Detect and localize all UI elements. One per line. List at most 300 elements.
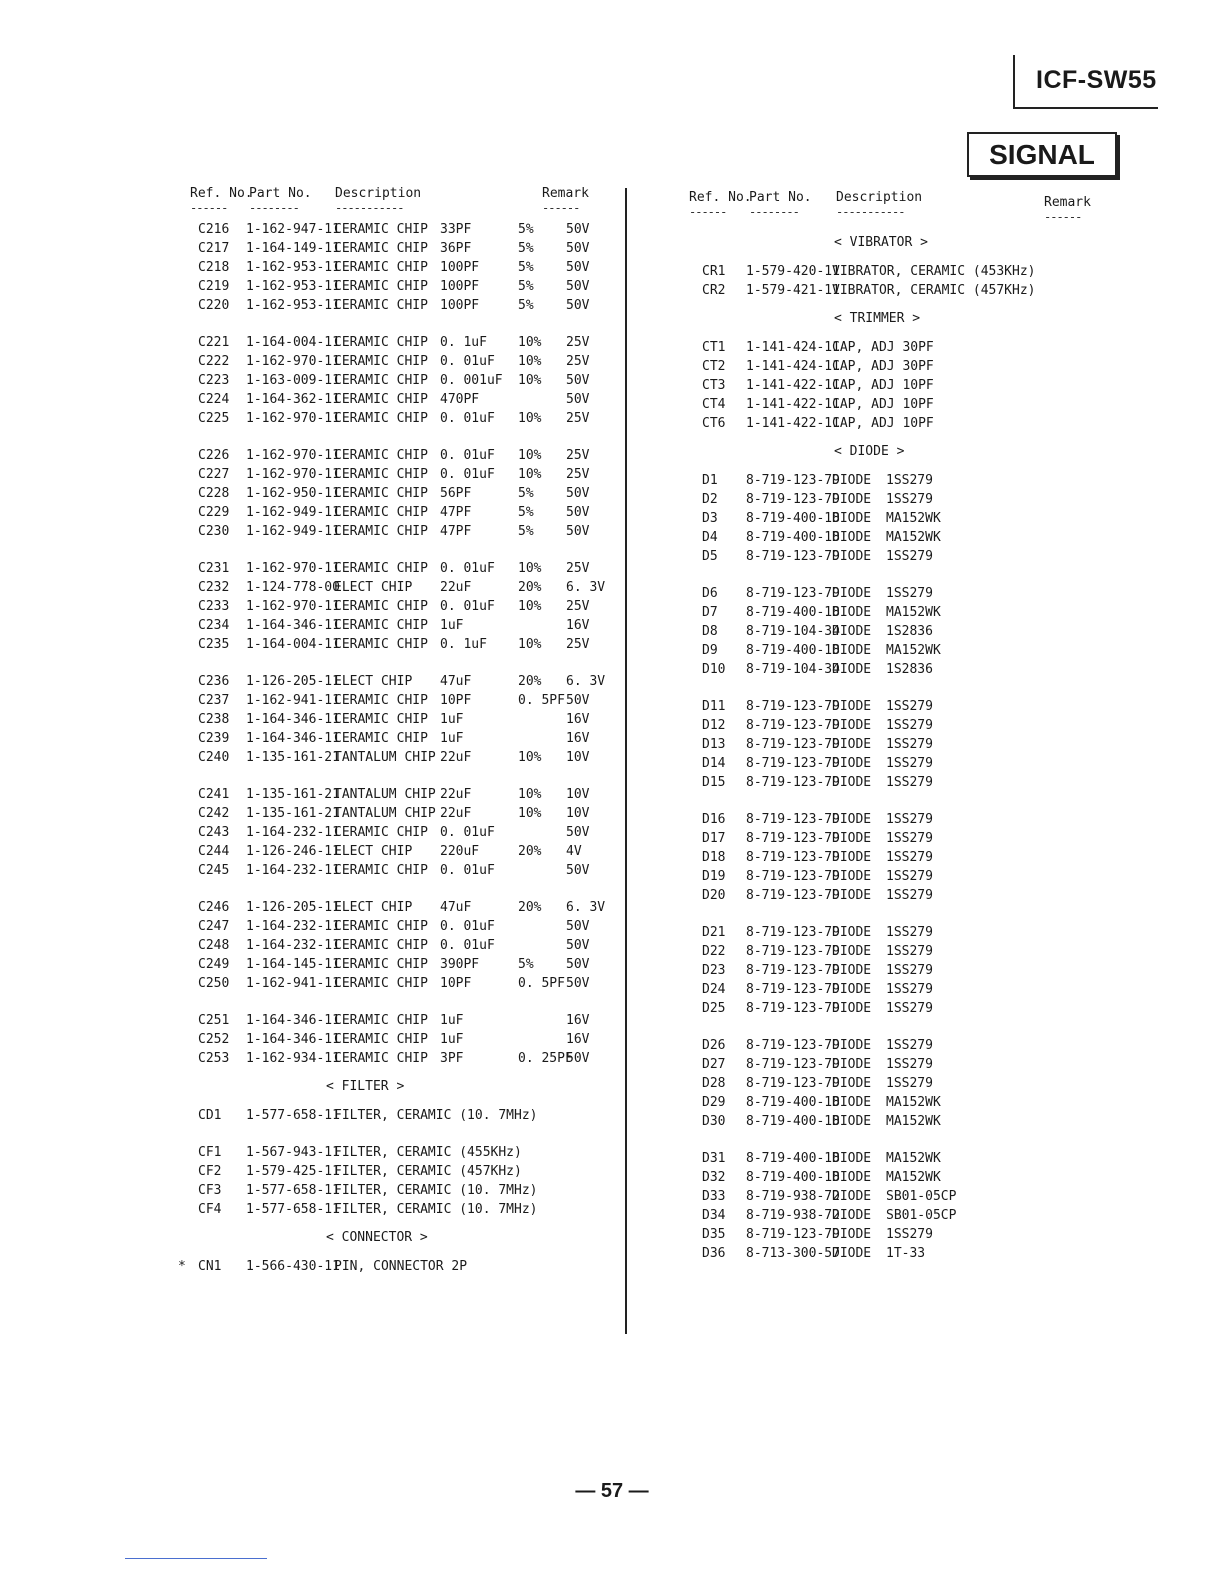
part-row (178, 220, 618, 239)
part-value: 0. 001uF (440, 373, 503, 388)
part-rating: 50V (566, 863, 590, 878)
part-value: 0. 1uF (440, 637, 487, 652)
ref-number: D28 (702, 1076, 726, 1091)
part-description: VIBRATOR, CERAMIC (457KHz) (832, 283, 1036, 298)
part-rating: 50V (566, 976, 590, 991)
part-row (178, 1030, 618, 1049)
part-row (682, 376, 1102, 395)
part-value: 0. 01uF (440, 599, 495, 614)
part-value: 0. 01uF (440, 919, 495, 934)
ref-number: C217 (198, 241, 230, 256)
part-row (178, 578, 618, 597)
part-value: MA152WK (886, 1170, 941, 1185)
part-number: 8-719-104-34 (746, 662, 840, 677)
part-value: 390PF (440, 957, 480, 972)
ref-number: D24 (702, 982, 726, 997)
ref-number: C245 (198, 863, 230, 878)
part-description: DIODE (832, 850, 872, 865)
part-description: CERAMIC CHIP (334, 976, 428, 991)
part-number: 1-162-953-11 (246, 298, 340, 313)
part-header: Part No. (749, 190, 812, 205)
part-description: CAP, ADJ 30PF (832, 359, 934, 374)
part-row (178, 446, 618, 465)
part-rating: 50V (566, 241, 590, 256)
part-tolerance: 10% (518, 448, 542, 463)
part-number: 8-719-123-79 (746, 831, 840, 846)
column-divider (625, 188, 627, 1334)
part-tolerance: 5% (518, 486, 534, 501)
part-description: DIODE (832, 662, 872, 677)
ref-number: C243 (198, 825, 230, 840)
part-row (682, 716, 1102, 735)
group-spacer (178, 541, 618, 559)
ref-number: D14 (702, 756, 726, 771)
part-rating: 50V (566, 373, 590, 388)
ref-number: C236 (198, 674, 230, 689)
part-value: 1T-33 (886, 1246, 926, 1261)
part-number: 8-719-938-72 (746, 1208, 840, 1223)
part-number: 1-577-658-11 (246, 1108, 340, 1123)
part-tolerance: 20% (518, 844, 542, 859)
part-number: 1-163-009-11 (246, 373, 340, 388)
part-description: TANTALUM CHIP (334, 750, 436, 765)
part-row (178, 597, 618, 616)
part-tolerance: 10% (518, 411, 542, 426)
part-number: 8-719-400-18 (746, 1095, 840, 1110)
ref-header: Ref. No. (190, 186, 253, 201)
part-row (178, 409, 618, 428)
part-row (682, 810, 1102, 829)
part-tolerance: 5% (518, 298, 534, 313)
part-description: DIODE (832, 1170, 872, 1185)
part-value: 0. 01uF (440, 863, 495, 878)
part-rating: 10V (566, 750, 590, 765)
part-number: 1-162-941-11 (246, 976, 340, 991)
part-rating: 50V (566, 957, 590, 972)
ref-number: D5 (702, 549, 718, 564)
table-header (178, 186, 618, 220)
part-row (682, 1036, 1102, 1055)
part-description: CERAMIC CHIP (334, 298, 428, 313)
part-description: CERAMIC CHIP (334, 919, 428, 934)
part-description: DIODE (832, 1038, 872, 1053)
part-description: DIODE (832, 1246, 872, 1261)
part-description: DIODE (832, 1001, 872, 1016)
part-number: 1-579-421-11 (746, 283, 840, 298)
part-value: 36PF (440, 241, 472, 256)
part-value: 1uF (440, 731, 464, 746)
ref-number: CF1 (198, 1145, 222, 1160)
ref-number: C249 (198, 957, 230, 972)
part-row (682, 641, 1102, 660)
part-row (682, 773, 1102, 792)
ref-number: C252 (198, 1032, 230, 1047)
part-rating: 25V (566, 561, 590, 576)
ref-number: C241 (198, 787, 230, 802)
ref-number: C226 (198, 448, 230, 463)
section-heading-label: < VIBRATOR > (834, 235, 928, 250)
description-header: Description (335, 186, 422, 201)
part-number: 8-719-123-79 (746, 473, 840, 488)
part-tolerance: 5% (518, 260, 534, 275)
part-description: CERAMIC CHIP (334, 373, 428, 388)
part-number: 8-719-123-79 (746, 869, 840, 884)
part-value: SB01-05CP (886, 1189, 957, 1204)
part-number: 1-164-145-11 (246, 957, 340, 972)
part-row (178, 672, 618, 691)
part-description: CERAMIC CHIP (334, 411, 428, 426)
ref-number: D6 (702, 586, 718, 601)
ref-number: D11 (702, 699, 726, 714)
part-row (682, 622, 1102, 641)
ref-number: D33 (702, 1189, 726, 1204)
part-description: FILTER, CERAMIC (10. 7MHz) (334, 1202, 538, 1217)
part-row (682, 942, 1102, 961)
part-tolerance: 10% (518, 354, 542, 369)
part-number: 1-164-004-11 (246, 637, 340, 652)
part-row (682, 1225, 1102, 1244)
part-row (682, 547, 1102, 566)
part-row (682, 886, 1102, 905)
part-row (682, 1074, 1102, 1093)
part-rating: 25V (566, 354, 590, 369)
part-description: CERAMIC CHIP (334, 392, 428, 407)
part-value: 1SS279 (886, 888, 933, 903)
part-row (178, 258, 618, 277)
part-description: DIODE (832, 869, 872, 884)
part-row (178, 917, 618, 936)
description-header-rule: ----------- (836, 205, 905, 219)
part-number: 1-164-362-11 (246, 392, 340, 407)
part-row (682, 999, 1102, 1018)
ref-number: C230 (198, 524, 230, 539)
part-description: CERAMIC CHIP (334, 467, 428, 482)
part-tolerance: 5% (518, 279, 534, 294)
group-spacer (178, 1125, 618, 1143)
part-rating: 25V (566, 467, 590, 482)
part-number: 1-579-425-11 (246, 1164, 340, 1179)
group-spacer (682, 679, 1102, 697)
part-rating: 50V (566, 260, 590, 275)
part-number: 8-719-400-18 (746, 643, 840, 658)
group-spacer (178, 654, 618, 672)
part-rating: 50V (566, 825, 590, 840)
part-value: 1SS279 (886, 1057, 933, 1072)
part-value: 100PF (440, 279, 480, 294)
ref-number: D2 (702, 492, 718, 507)
part-rating: 50V (566, 524, 590, 539)
part-description: CERAMIC CHIP (334, 486, 428, 501)
part-value: 22uF (440, 750, 472, 765)
part-value: 100PF (440, 260, 480, 275)
ref-number: D7 (702, 605, 718, 620)
ref-number: CT3 (702, 378, 726, 393)
ref-number: C235 (198, 637, 230, 652)
ref-number: C224 (198, 392, 230, 407)
part-description: TANTALUM CHIP (334, 787, 436, 802)
part-value: 1SS279 (886, 812, 933, 827)
part-tolerance: 20% (518, 580, 542, 595)
part-row (178, 936, 618, 955)
ref-number: D20 (702, 888, 726, 903)
part-number: 8-719-123-79 (746, 944, 840, 959)
part-value: MA152WK (886, 605, 941, 620)
part-value: 22uF (440, 787, 472, 802)
part-value: 1SS279 (886, 586, 933, 601)
part-number: 8-719-400-18 (746, 530, 840, 545)
part-description: FILTER, CERAMIC (455KHz) (334, 1145, 522, 1160)
part-number: 1-162-970-11 (246, 411, 340, 426)
section-heading (682, 300, 1102, 338)
part-number: 1-162-953-11 (246, 279, 340, 294)
part-row (682, 281, 1102, 300)
part-value: 1SS279 (886, 737, 933, 752)
part-number: 1-164-346-11 (246, 1032, 340, 1047)
part-tolerance: 10% (518, 806, 542, 821)
part-value: 1SS279 (886, 1001, 933, 1016)
remark-header-rule: ------ (542, 201, 580, 215)
ref-number: C228 (198, 486, 230, 501)
part-number: 8-719-400-18 (746, 605, 840, 620)
part-rating: 16V (566, 731, 590, 746)
part-number: 1-164-232-11 (246, 825, 340, 840)
part-value: 0. 01uF (440, 938, 495, 953)
section-heading (682, 433, 1102, 471)
part-number: 1-141-424-11 (746, 359, 840, 374)
part-description: CERAMIC CHIP (334, 335, 428, 350)
part-value: 1uF (440, 712, 464, 727)
ref-number: C238 (198, 712, 230, 727)
ref-number: C248 (198, 938, 230, 953)
part-value: 22uF (440, 806, 472, 821)
ref-number: D9 (702, 643, 718, 658)
part-number: 1-162-941-11 (246, 693, 340, 708)
ref-number: D16 (702, 812, 726, 827)
part-value: 1SS279 (886, 492, 933, 507)
ref-number: D12 (702, 718, 726, 733)
part-description: ELECT CHIP (334, 580, 413, 595)
part-number: 1-135-161-21 (246, 787, 340, 802)
description-header-rule: ----------- (335, 201, 404, 215)
part-tolerance: 10% (518, 335, 542, 350)
part-number: 8-719-123-79 (746, 775, 840, 790)
part-number: 1-577-658-11 (246, 1183, 340, 1198)
part-row (682, 490, 1102, 509)
part-description: DIODE (832, 737, 872, 752)
part-value: MA152WK (886, 511, 941, 526)
part-number: 1-162-947-11 (246, 222, 340, 237)
group-spacer (178, 428, 618, 446)
part-description: VIBRATOR, CERAMIC (453KHz) (832, 264, 1036, 279)
part-row (178, 748, 618, 767)
part-description: CAP, ADJ 10PF (832, 378, 934, 393)
part-value: 470PF (440, 392, 480, 407)
part-description: CERAMIC CHIP (334, 241, 428, 256)
ref-number: CF3 (198, 1183, 222, 1198)
part-description: DIODE (832, 605, 872, 620)
part-value: MA152WK (886, 643, 941, 658)
part-tolerance: 10% (518, 787, 542, 802)
part-row (178, 390, 618, 409)
part-value: 0. 01uF (440, 561, 495, 576)
part-description: DIODE (832, 963, 872, 978)
model-name: ICF-SW55 (1036, 66, 1157, 94)
part-rating: 25V (566, 411, 590, 426)
part-tolerance: 10% (518, 561, 542, 576)
ref-number: D1 (702, 473, 718, 488)
section-heading-label: < CONNECTOR > (326, 1230, 428, 1245)
part-description: DIODE (832, 756, 872, 771)
part-description: DIODE (832, 530, 872, 545)
part-rating: 50V (566, 279, 590, 294)
part-value: 1SS279 (886, 549, 933, 564)
part-description: CERAMIC CHIP (334, 222, 428, 237)
part-description: DIODE (832, 1076, 872, 1091)
part-description: CERAMIC CHIP (334, 957, 428, 972)
part-row (178, 1181, 618, 1200)
group-spacer (682, 905, 1102, 923)
part-number: 8-719-123-79 (746, 1076, 840, 1091)
part-row (178, 352, 618, 371)
part-number: 8-719-400-18 (746, 1151, 840, 1166)
part-number: 8-719-123-79 (746, 982, 840, 997)
part-number: 1-164-346-11 (246, 712, 340, 727)
part-description: DIODE (832, 982, 872, 997)
part-value: 1SS279 (886, 699, 933, 714)
part-row (178, 239, 618, 258)
ref-number: C219 (198, 279, 230, 294)
part-value: 0. 01uF (440, 448, 495, 463)
part-row (178, 729, 618, 748)
part-value: 0. 01uF (440, 825, 495, 840)
part-number: 8-719-123-79 (746, 699, 840, 714)
ref-header-rule: ------ (190, 201, 228, 215)
group-spacer (178, 880, 618, 898)
part-number: 8-719-123-79 (746, 586, 840, 601)
part-tolerance: 10% (518, 750, 542, 765)
ref-number: C231 (198, 561, 230, 576)
ref-number: CT2 (702, 359, 726, 374)
part-rating: 50V (566, 938, 590, 953)
ref-number: C244 (198, 844, 230, 859)
ref-number: CF4 (198, 1202, 222, 1217)
ref-number: D4 (702, 530, 718, 545)
part-row (682, 509, 1102, 528)
ref-number: C216 (198, 222, 230, 237)
part-description: DIODE (832, 473, 872, 488)
part-row (178, 785, 618, 804)
ref-number: C240 (198, 750, 230, 765)
ref-number: C250 (198, 976, 230, 991)
part-rating: 25V (566, 637, 590, 652)
ref-number: D31 (702, 1151, 726, 1166)
ref-number: D15 (702, 775, 726, 790)
part-number: 1-162-934-11 (246, 1051, 340, 1066)
part-value: 10PF (440, 693, 472, 708)
part-row (682, 961, 1102, 980)
part-value: 0. 01uF (440, 411, 495, 426)
ref-number: C251 (198, 1013, 230, 1028)
part-value: 1S2836 (886, 624, 933, 639)
part-number: 8-719-123-79 (746, 812, 840, 827)
ref-number: D34 (702, 1208, 726, 1223)
part-number: 8-719-123-79 (746, 1038, 840, 1053)
part-row (682, 923, 1102, 942)
part-rating: 16V (566, 1032, 590, 1047)
part-description: PIN, CONNECTOR 2P (334, 1259, 468, 1274)
ref-number: D22 (702, 944, 726, 959)
part-row (178, 371, 618, 390)
part-row (178, 1106, 618, 1125)
part-rating: 50V (566, 222, 590, 237)
part-header: Part No. (249, 186, 312, 201)
part-row (178, 861, 618, 880)
ref-number: D30 (702, 1114, 726, 1129)
part-description: CAP, ADJ 10PF (832, 416, 934, 431)
part-value: 1SS279 (886, 775, 933, 790)
part-number: 1-162-950-11 (246, 486, 340, 501)
part-row (178, 842, 618, 861)
part-value: 1uF (440, 1013, 464, 1028)
part-row (682, 1055, 1102, 1074)
part-description: DIODE (832, 1114, 872, 1129)
ref-number: C218 (198, 260, 230, 275)
part-value: 1SS279 (886, 756, 933, 771)
part-description: DIODE (832, 775, 872, 790)
part-description: DIODE (832, 1057, 872, 1072)
part-row (178, 691, 618, 710)
part-number: 1-162-953-11 (246, 260, 340, 275)
ref-number: D10 (702, 662, 726, 677)
part-tolerance: 0. 5PF (518, 976, 565, 991)
part-row (178, 277, 618, 296)
part-number: 8-719-123-79 (746, 888, 840, 903)
part-number: 8-719-123-79 (746, 963, 840, 978)
part-number: 1-164-149-11 (246, 241, 340, 256)
part-value: 1uF (440, 1032, 464, 1047)
part-row (178, 1143, 618, 1162)
part-description: CERAMIC CHIP (334, 599, 428, 614)
part-tolerance: 0. 25PF (518, 1051, 573, 1066)
part-value: 0. 01uF (440, 467, 495, 482)
part-row (682, 848, 1102, 867)
ref-number: CT6 (702, 416, 726, 431)
ref-number: C246 (198, 900, 230, 915)
section-heading-label: < FILTER > (326, 1079, 405, 1094)
part-value: 1S2836 (886, 662, 933, 677)
part-number: 8-719-400-18 (746, 1114, 840, 1129)
ref-number: C221 (198, 335, 230, 350)
ref-number: C239 (198, 731, 230, 746)
part-description: FILTER, CERAMIC (457KHz) (334, 1164, 522, 1179)
part-row (178, 804, 618, 823)
part-value: 22uF (440, 580, 472, 595)
part-description: DIODE (832, 888, 872, 903)
part-number: 8-719-123-79 (746, 1227, 840, 1242)
part-number: 1-162-970-11 (246, 467, 340, 482)
part-value: 1SS279 (886, 963, 933, 978)
part-description: CERAMIC CHIP (334, 637, 428, 652)
part-description: CERAMIC CHIP (334, 731, 428, 746)
part-description: DIODE (832, 925, 872, 940)
part-rating: 10V (566, 806, 590, 821)
part-description: CERAMIC CHIP (334, 260, 428, 275)
part-row (178, 1200, 618, 1219)
remark-header: Remark (1044, 195, 1091, 210)
part-row (682, 338, 1102, 357)
ref-number: C253 (198, 1051, 230, 1066)
part-number: 8-719-938-72 (746, 1189, 840, 1204)
